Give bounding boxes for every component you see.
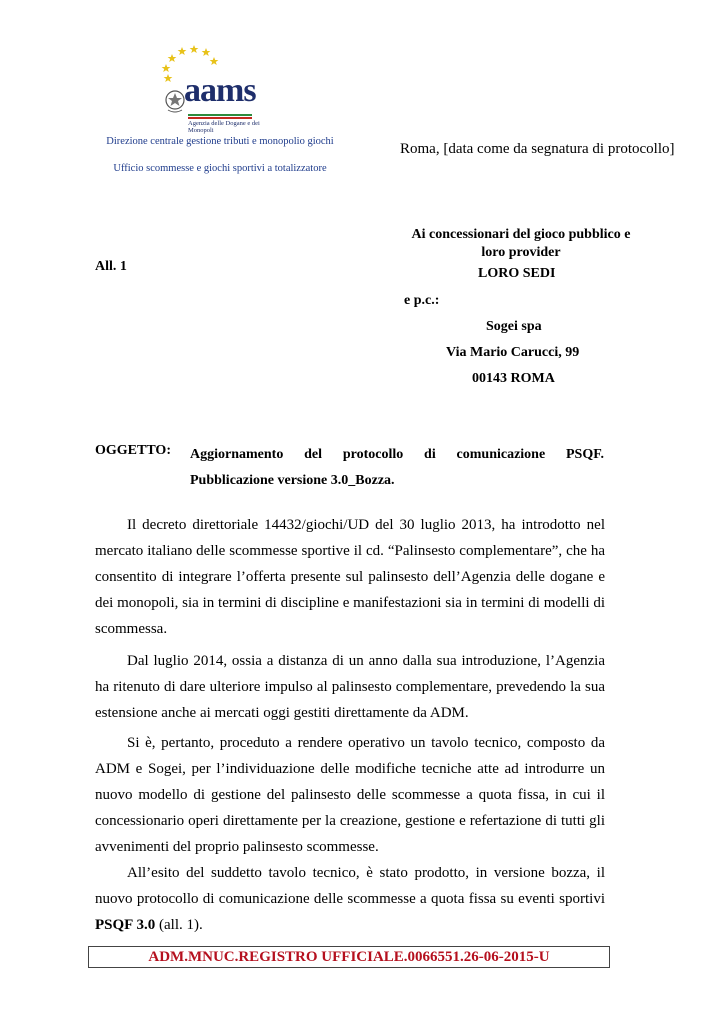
office-name: Ufficio scommesse e giochi sportivi a totalizzatore [113, 163, 327, 174]
subject-line-1: Aggiornamento del protocollo di comunicazione PSQF. [190, 447, 604, 462]
cc-name: Sogei spa [486, 319, 542, 334]
logo-red-rule [188, 117, 252, 119]
subject-label: OGGETTO: [95, 443, 171, 458]
cc-label: e p.c.: [404, 293, 440, 308]
paragraph-4-tail: (all. 1). [155, 917, 203, 933]
body-paragraph-2: Dal luglio 2014, ossia a distanza di un anno dalla sua introduzione, l’Agenzia ha ritenuto di dare ulteriore impulso al palinsesto complementare, prevedendo la sua estensione anche ai mercati oggi gestiti direttamente da ADM. [95, 653, 605, 721]
department-name: Direzione centrale gestione tributi e monopolio giochi [106, 136, 334, 147]
body-paragraph-4 [95, 860, 605, 938]
cc-street: Via Mario Carucci, 99 [446, 345, 580, 360]
body-paragraph-3: Si è, pertanto, proceduto a rendere operativo un tavolo tecnico, composto da ADM e Sogei, per l’individuazione delle modifiche tecniche atte ad introdurre un nuovo modello di gestione del palinsesto delle scommesse a quota fissa, in cui il concessionario operi direttamente per la creazione, gestione e refertazione di tutti gli avvenimenti del proprio palinsesto scommesse. [95, 735, 605, 855]
subject-line-2: Pubblicazione versione 3.0_Bozza. [190, 473, 395, 488]
place-date: Roma, [data come da segnatura di protocollo] [400, 141, 675, 157]
addressee-line: Ai concessionari del gioco pubblico e loro provider [411, 227, 631, 260]
emblem-icon [164, 88, 186, 114]
body-paragraph-1: Il decreto direttoriale 14432/giochi/UD del 30 luglio 2013, ha introdotto nel mercato italiano delle scommesse sportive il cd. “Palinsesto complementare”, che ha consentito di integrare l’offerta presente sul palinsesto dell’Agenzia delle dogane e dei monopoli, sia in termini di discipline e manifestazioni sia in termini di modelli di scommessa. [95, 517, 605, 637]
subject-text [190, 442, 604, 494]
logo-tagline: Agenzia delle Dogane e dei Monopoli [188, 120, 260, 134]
logo-green-rule [188, 114, 252, 116]
attachment-label: All. 1 [95, 259, 127, 274]
protocol-name: PSQF 3.0 [95, 917, 156, 933]
agency-logo [160, 44, 260, 134]
paragraph-4-text: All’esito del suddetto tavolo tecnico, è stato prodotto, in versione bozza, il nuovo protocollo di comunicazione delle scommesse a quota fissa su eventi sportivi [95, 865, 605, 907]
addressee-sedi: LORO SEDI [478, 266, 556, 281]
registry-stamp: ADM.MNUC.REGISTRO UFFICIALE.0066551.26-06-2015-U [88, 946, 610, 968]
cc-city: 00143 ROMA [472, 371, 555, 386]
logo-wordmark: aams [184, 72, 256, 109]
